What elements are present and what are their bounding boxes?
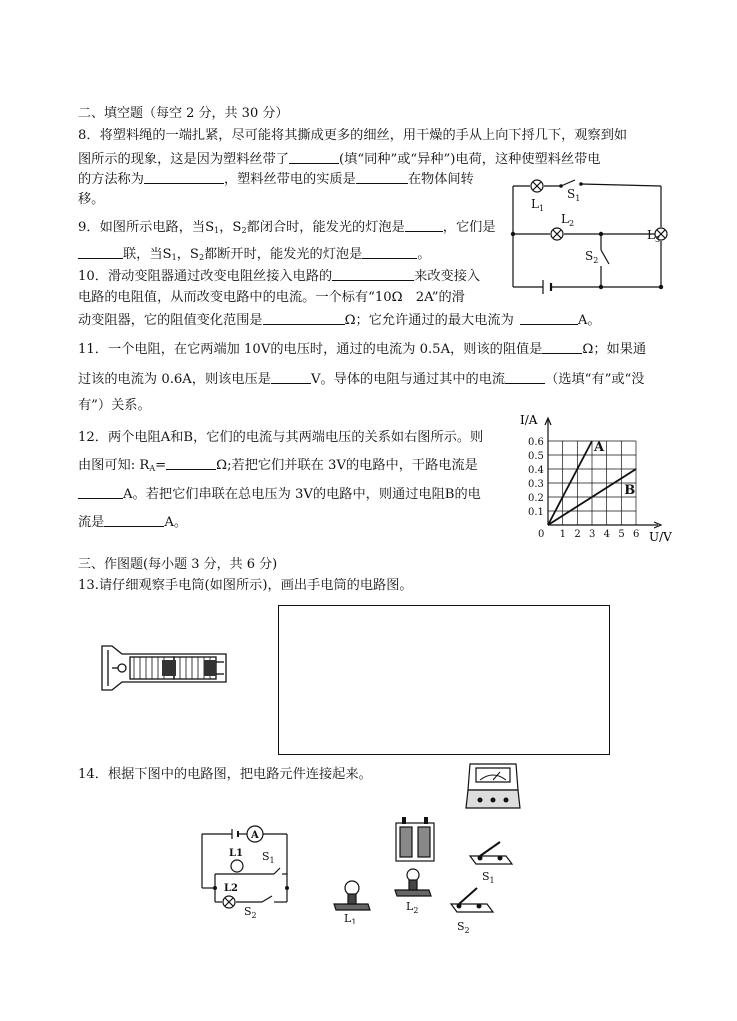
S2-label: S (585, 249, 594, 263)
q10-line1 (78, 268, 480, 285)
answer-blank[interactable] (332, 268, 414, 281)
S1-label: S (482, 870, 490, 883)
q8-text: (填“同种”或“异种”)电荷，这种使塑料丝带电 (339, 152, 601, 167)
svg-text:S1 (567, 187, 580, 203)
svg-text:S2 (585, 249, 598, 265)
y-tick-label: 0.1 (528, 507, 544, 518)
S2-label: S (244, 905, 252, 918)
q9-text: 都闭合时，能发光的灯泡是 (246, 220, 405, 235)
q8-text: 图所示的现象，这是因为塑料丝带了 (78, 152, 289, 167)
q11-line1 (78, 341, 646, 358)
answer-blank[interactable] (144, 171, 224, 184)
subscript: 1 (171, 253, 177, 262)
q12-text: 流是 (78, 515, 105, 530)
S1-label: S (567, 187, 576, 201)
series-label-a: A (594, 440, 605, 455)
q12-line3 (78, 486, 481, 503)
subscript: 2 (198, 253, 205, 262)
q11-text: （选填“有”或“没 (545, 372, 645, 387)
svg-text:S2 (457, 920, 470, 935)
q10-line2: 电路的电阻值，从而改变电路中的电流。一个标有“10Ω 2A”的滑 (78, 290, 465, 305)
x-tick-label: 6 (633, 529, 640, 540)
switch-s1-component[interactable] (466, 838, 514, 886)
L2-subscript: 2 (568, 219, 575, 228)
x-axis-label: U/V (649, 530, 672, 544)
q9-line1 (78, 219, 496, 239)
S2-subscript: 2 (251, 911, 257, 920)
q9-text: 都断开时，能发光的灯泡是 (204, 247, 363, 262)
q9-text: 联，当S (123, 247, 172, 262)
q14-circuit-diagram (192, 820, 302, 920)
flashlight-illustration (100, 640, 234, 696)
L1-label: L1 (229, 848, 243, 859)
y-tick-label: 0.3 (528, 479, 544, 490)
L3-label: L (647, 228, 655, 242)
q13-text: 13.请仔细观察手电筒(如图所示)，画出手电筒的电路图。 (78, 578, 413, 593)
S1-subscript: 1 (489, 876, 495, 885)
S1-subscript: 1 (269, 856, 275, 865)
q8-text: ，塑料丝带电的实质是 (223, 172, 356, 187)
S1-label: S (262, 850, 270, 863)
q9-line2 (78, 246, 430, 266)
y-tick-label: 0.5 (528, 451, 544, 462)
answer-blank[interactable] (520, 312, 578, 325)
L1-label: L (531, 197, 539, 211)
q14-text: 14．根据下图中的电路图，把电路元件连接起来。 (78, 767, 372, 782)
y-tick-label: 0.2 (528, 493, 544, 504)
q12-line1: 12．两个电阻A和B，它们的电流与其两端电压的关系如右图所示。则 (78, 430, 484, 445)
svg-text:S1 (482, 870, 495, 885)
lamp-l2-component[interactable] (393, 866, 433, 914)
x-tick-label: 0 (538, 529, 545, 540)
q10-text: Ω；它允许通过的最大电流为 (344, 313, 514, 328)
iu-chart (518, 410, 688, 545)
answer-blank[interactable] (356, 171, 408, 184)
svg-text:S1 (262, 850, 275, 865)
q8-line1: 8．将塑料绳的一端扎紧，尽可能将其撕成更多的细丝，用干燥的手从上向下捋几下，观察到如 (78, 128, 628, 143)
q9-circuit-diagram (505, 172, 675, 302)
q11-text: Ω；如果通 (582, 342, 647, 357)
q12-line4 (78, 514, 187, 531)
section-2-heading: 二、填空题（每空 2 分，共 30 分） (78, 106, 289, 121)
q8-line2 (78, 151, 600, 168)
answer-blank[interactable] (104, 514, 164, 527)
q9-text: 9．如图所示电路，当S (78, 220, 215, 235)
q10-text: 动变阻器，它的阻值变化范围是 (78, 313, 263, 328)
ammeter-component[interactable] (464, 760, 522, 812)
q8-text: 在物体间转 (407, 172, 474, 187)
q12-text: 由图可知: R (78, 458, 150, 473)
answer-blank[interactable] (542, 341, 582, 354)
answer-blank[interactable] (505, 371, 545, 384)
y-axis-label: I/A (520, 413, 538, 427)
y-tick-label: 0.4 (528, 465, 544, 476)
q11-line3: 有”）关系。 (78, 398, 151, 413)
switch-s2-component[interactable] (447, 884, 495, 936)
S1-subscript: 1 (575, 194, 581, 203)
subscript: 1 (214, 226, 220, 235)
q12-line2 (78, 457, 478, 477)
svg-text:L2 (561, 212, 574, 228)
answer-blank[interactable] (263, 312, 345, 325)
lamp-l1-component[interactable] (332, 876, 372, 924)
L1-subscript: 1 (351, 918, 357, 924)
q10-text: A。 (577, 313, 601, 328)
S2-subscript: 2 (464, 926, 470, 935)
L1-label: L (344, 912, 352, 924)
x-tick-label: 2 (574, 529, 581, 540)
svg-text:L1 (344, 912, 356, 924)
subscript: A (149, 464, 156, 473)
q9-text: ，S (219, 220, 242, 235)
q10-text: 10．滑动变阻器通过改变电阻丝接入电路的 (78, 269, 333, 284)
S2-label: S (457, 920, 465, 933)
x-tick-label: 3 (589, 529, 596, 540)
y-tick-label: 0.6 (528, 437, 544, 448)
q11-text: 过该的电流为 0.6A，则该电压是 (78, 372, 271, 387)
L2-subscript: 2 (413, 906, 419, 914)
answer-blank[interactable] (78, 246, 123, 259)
answer-blank[interactable] (78, 486, 123, 499)
q12-text: Ω;若把它们并联在 3V的电路中，干路电流是 (216, 458, 478, 473)
L1-subscript: 1 (538, 204, 545, 213)
L2-label: L (561, 212, 569, 226)
q9-text: ，它们是 (442, 220, 496, 235)
answer-blank[interactable] (289, 151, 339, 164)
q11-text: 11．一个电阻，在它两端加 10V的电压时，通过的电流为 0.5A，则该的阻值是 (78, 342, 543, 357)
x-tick-label: 5 (618, 529, 625, 540)
x-tick-label: 1 (559, 529, 567, 540)
q8-line4: 移。 (78, 192, 105, 207)
drawing-answer-box[interactable] (278, 605, 610, 755)
q8-text: 的方法称为 (78, 172, 144, 187)
L2-label: L (406, 900, 414, 913)
svg-text:S2 (244, 905, 257, 920)
svg-text:L2 (406, 900, 418, 914)
q12-text: A。 (164, 515, 188, 530)
answer-blank[interactable] (271, 371, 311, 384)
S2-subscript: 2 (593, 256, 599, 265)
L2-label: L2 (224, 883, 238, 894)
series-label-b: B (624, 483, 636, 498)
q8-line3 (78, 171, 474, 188)
ammeter-label: A (251, 830, 259, 841)
q9-text: 。 (417, 247, 431, 262)
q12-text: = (155, 458, 167, 473)
answer-blank[interactable] (362, 246, 417, 259)
section-3-heading: 三、作图题(每小题 3 分，共 6 分) (78, 557, 278, 572)
subscript: 2 (241, 226, 247, 235)
q12-text: A。若把它们串联在总电压为 3V的电路中，则通过电阻B的电 (123, 487, 481, 502)
answer-blank[interactable] (405, 219, 443, 232)
answer-blank[interactable] (166, 457, 216, 470)
q11-text: V。导体的电阻与通过其中的电流 (310, 372, 506, 387)
q11-line2 (78, 371, 644, 388)
chart-grid (548, 441, 636, 525)
battery-component[interactable] (390, 815, 440, 865)
L3-subscript: 3 (654, 235, 661, 244)
q10-text: 来改变接入 (414, 269, 481, 284)
q9-text: ，S (176, 247, 199, 262)
svg-text:L1 (531, 197, 544, 213)
x-tick-label: 4 (603, 529, 611, 540)
q10-line3 (78, 312, 601, 329)
